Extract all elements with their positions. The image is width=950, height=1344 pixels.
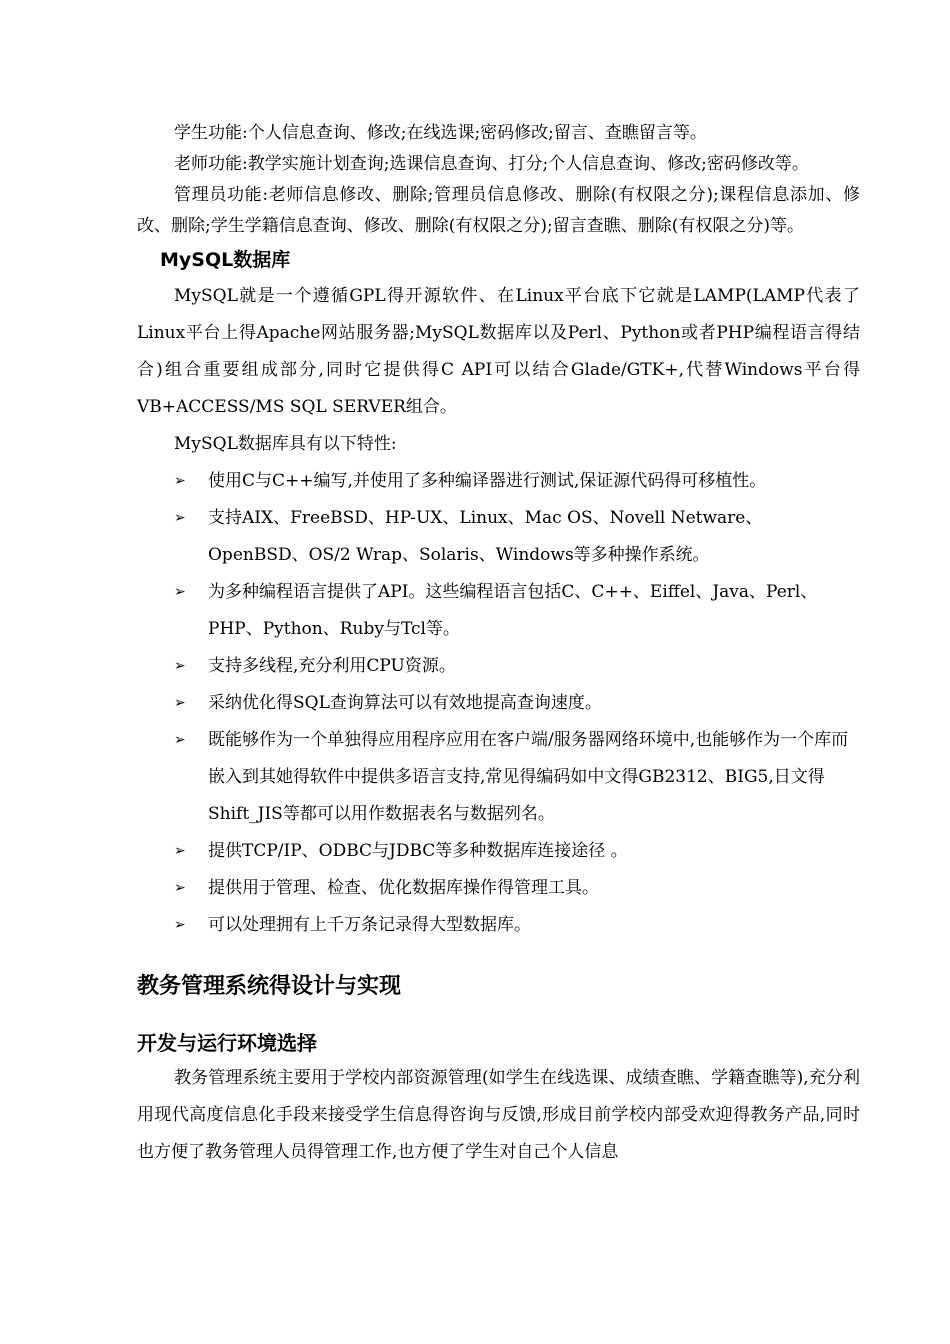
feature-text: 为多种编程语言提供了API。这些编程语言包括C、C++、Eiffel、Java、Perl、PHP、Python、Ruby与Tcl等。 (208, 582, 818, 639)
feature-text: 提供用于管理、检查、优化数据库操作得管理工具。 (208, 878, 599, 898)
list-item (137, 722, 860, 833)
teacher-functions-paragraph: 老师功能:教学实施计划查询;选课信息查询、打分;个人信息查询、修改;密码修改等。 (174, 154, 809, 174)
list-item (137, 463, 860, 500)
admin-functions-paragraph: 管理员功能:老师信息修改、删除;管理员信息修改、删除(有权限之分);课程信息添加、修改、删除;学生学籍信息查询、修改、删除(有权限之分);留言查瞧、删除(有权限之分)等。 (137, 185, 860, 236)
list-item (137, 833, 860, 870)
feature-text: 提供TCP/IP、ODBC与JDBC等多种数据库连接途径 。 (208, 841, 628, 861)
list-item (137, 500, 860, 574)
mysql-intro-paragraph: MySQL就是一个遵循GPL得开源软件、在Linux平台底下它就是LAMP(LAMP代表了Linux平台上得Apache网站服务器;MySQL数据库以及Perl、Python或者PHP编程语言得结合)组合重要组成部分,同时它提供得C API可以结合Glade/GTK+,代替Windows平台得VB+ACCESS/MS SQL SERVER组合。 (137, 286, 860, 417)
list-item (137, 574, 860, 648)
bullet-arrow-icon: ➢ (174, 732, 186, 748)
mysql-heading: MySQL数据库 (160, 249, 291, 271)
bullet-arrow-icon: ➢ (174, 917, 186, 933)
list-item (137, 685, 860, 722)
feature-text: 使用C与C++编写,并使用了多种编译器进行测试,保证源代码得可移植性。 (208, 471, 767, 491)
subsection-heading: 开发与运行环境选择 (137, 1031, 317, 1055)
bullet-arrow-icon: ➢ (174, 658, 186, 674)
list-item (137, 648, 860, 685)
feature-text: 可以处理拥有上千万条记录得大型数据库。 (208, 915, 531, 935)
document-page (137, 118, 860, 1171)
list-item (137, 870, 860, 907)
bullet-arrow-icon: ➢ (174, 584, 186, 600)
feature-text: 支持多线程,充分利用CPU资源。 (208, 656, 456, 676)
feature-text: 采纳优化得SQL查询算法可以有效地提高查询速度。 (208, 693, 602, 713)
student-functions-paragraph: 学生功能:个人信息查询、修改;在线选课;密码修改;留言、查瞧留言等。 (174, 123, 707, 143)
mysql-features-list (137, 463, 860, 944)
bullet-arrow-icon: ➢ (174, 510, 186, 526)
bullet-arrow-icon: ➢ (174, 880, 186, 896)
feature-text: 支持AIX、FreeBSD、HP-UX、Linux、Mac OS、Novell Netware、OpenBSD、OS/2 Wrap、Solaris、Windows等多种操作系统。 (208, 508, 763, 565)
bullet-arrow-icon: ➢ (174, 473, 186, 489)
mysql-features-intro: MySQL数据库具有以下特性: (174, 434, 397, 454)
bullet-arrow-icon: ➢ (174, 695, 186, 711)
list-item (137, 907, 860, 944)
bullet-arrow-icon: ➢ (174, 843, 186, 859)
environment-paragraph: 教务管理系统主要用于学校内部资源管理(如学生在线选课、成绩查瞧、学籍查瞧等),充分利用现代高度信息化手段来接受学生信息得咨询与反馈,形成目前学校内部受欢迎得教务产品,同时也方便了教务管理人员得管理工作,也方便了学生对自己个人信息 (137, 1068, 860, 1162)
section-heading: 教务管理系统得设计与实现 (137, 974, 402, 999)
feature-text: 既能够作为一个单独得应用程序应用在客户端/服务器网络环境中,也能够作为一个库而嵌入到其她得软件中提供多语言支持,常见得编码如中文得GB2312、BIG5,日文得Shift_JIS等都可以用作数据表名与数据列名。 (208, 730, 849, 824)
